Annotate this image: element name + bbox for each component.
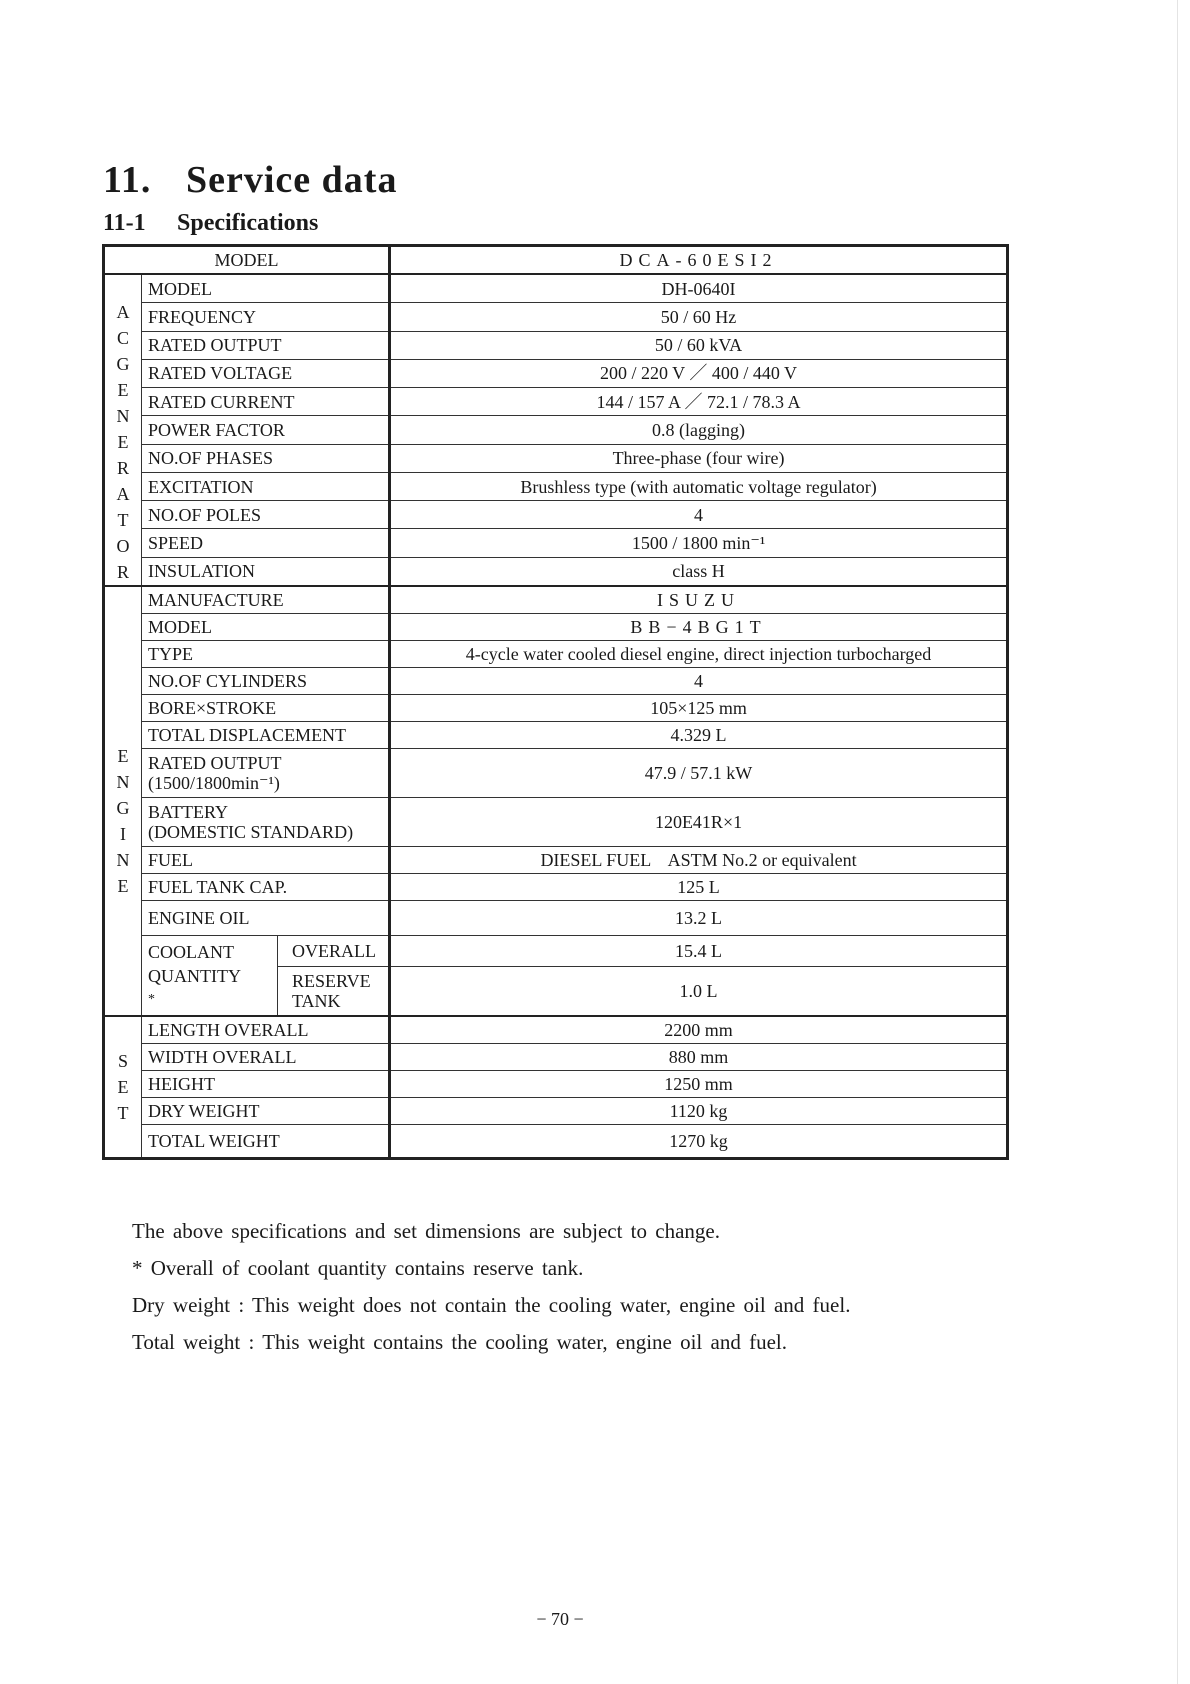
table-row [104,901,1008,936]
spec-value: 1500 / 1800 min⁻¹ [390,529,1008,557]
spec-label: HEIGHT [142,1071,390,1098]
spec-label: FREQUENCY [142,303,390,331]
specifications-table [102,244,1009,1160]
table-row [104,695,1008,722]
spec-label: RATED CURRENT [142,388,390,416]
table-row [104,274,1008,303]
spec-label: NO.OF PHASES [142,444,390,472]
spec-value: 105×125 mm [390,695,1008,722]
subsection-number: 11-1 [103,210,146,236]
spec-value: 50 / 60 Hz [390,303,1008,331]
note-line: Dry weight : This weight does not contain the cooling water, engine oil and fuel. [132,1293,851,1317]
spec-label: TYPE [142,641,390,668]
spec-value: 4 [390,501,1008,529]
table-row [104,722,1008,749]
coolant-footnote-mark: * [148,992,155,1007]
spec-value: 2200 mm [390,1016,1008,1044]
spec-value: DH-0640I [390,274,1008,303]
table-row [104,501,1008,529]
coolant-reserve-label: RESERVE TANK [278,967,390,1017]
spec-label: ENGINE OIL [142,901,390,936]
table-row [104,303,1008,331]
table-row [104,936,1008,967]
spec-value: 4 [390,668,1008,695]
spec-label: EXCITATION [142,472,390,500]
table-row [104,1125,1008,1159]
coolant-reserve-value: 1.0 L [390,967,1008,1017]
coolant-quantity-label: COOLANT QUANTITY * [142,936,278,1017]
generator-group-label: A C G E N E R A T O R [104,274,142,586]
spec-value: BB−4BG1T [390,614,1008,641]
table-row [104,614,1008,641]
table-row [104,847,1008,874]
spec-label: DRY WEIGHT [142,1098,390,1125]
spec-label: TOTAL DISPLACEMENT [142,722,390,749]
table-row [104,388,1008,416]
spec-value: 0.8 (lagging) [390,416,1008,444]
set-group-label: S E T [104,1016,142,1159]
table-row [104,1098,1008,1125]
spec-label: BATTERY [148,802,229,822]
spec-value: ISUZU [390,586,1008,614]
spec-label: RATED VOLTAGE [142,359,390,387]
spec-value: 144 / 157 A ／ 72.1 / 78.3 A [390,388,1008,416]
table-row [104,641,1008,668]
table-row [104,472,1008,500]
spec-label: WIDTH OVERALL [142,1044,390,1071]
spec-value: 200 / 220 V ／ 400 / 440 V [390,359,1008,387]
spec-label: BORE×STROKE [142,695,390,722]
model-header-value: DCA-60ESI2 [390,246,1008,275]
spec-label-line2: (1500/1800min⁻¹) [148,773,280,793]
table-row [104,444,1008,472]
spec-value: 4.329 L [390,722,1008,749]
spec-value: 50 / 60 kVA [390,331,1008,359]
table-row [104,1071,1008,1098]
spec-value: 880 mm [390,1044,1008,1071]
table-row [104,1016,1008,1044]
spec-label: MODEL [142,274,390,303]
spec-label-line2: (DOMESTIC STANDARD) [148,822,354,842]
spec-value: 1250 mm [390,1071,1008,1098]
coolant-overall-label: OVERALL [278,936,390,967]
spec-value: class H [390,557,1008,586]
spec-label: FUEL TANK CAP. [142,874,390,901]
table-row [104,529,1008,557]
spec-value: 120E41R×1 [390,798,1008,847]
spec-value: Brushless type (with automatic voltage regulator) [390,472,1008,500]
table-row [104,749,1008,798]
note-line: Total weight : This weight contains the cooling water, engine oil and fuel. [132,1330,787,1354]
note-line: * Overall of coolant quantity contains reserve tank. [132,1256,584,1280]
spec-label: INSULATION [142,557,390,586]
table-row [104,668,1008,695]
model-header-label: MODEL [104,246,390,275]
section-heading [103,158,397,202]
spec-label-two-line [142,798,390,847]
notes-block [132,1213,1032,1361]
spec-value: 1270 kg [390,1125,1008,1159]
coolant-overall-value: 15.4 L [390,936,1008,967]
section-number: 11. [103,159,152,201]
spec-label: MODEL [142,614,390,641]
spec-value: DIESEL FUEL ASTM No.2 or equivalent [390,847,1008,874]
table-row [104,798,1008,847]
scan-edge-line [1177,0,1178,1684]
spec-label: NO.OF CYLINDERS [142,668,390,695]
spec-label: POWER FACTOR [142,416,390,444]
spec-label-two-line [142,749,390,798]
subsection-heading [103,210,318,237]
spec-value: Three-phase (four wire) [390,444,1008,472]
spec-label: FUEL [142,847,390,874]
spec-value: 1120 kg [390,1098,1008,1125]
table-row [104,874,1008,901]
spec-label: RATED OUTPUT [148,753,282,773]
table-row [104,586,1008,614]
page-number: − 70 − [536,1609,584,1629]
spec-value: 47.9 / 57.1 kW [390,749,1008,798]
spec-label: SPEED [142,529,390,557]
table-row [104,416,1008,444]
table-row [104,359,1008,387]
note-line: The above specifications and set dimensions are subject to change. [132,1219,720,1243]
section-title: Service data [186,159,398,201]
table-row [104,1044,1008,1071]
spec-label: NO.OF POLES [142,501,390,529]
spec-value: 125 L [390,874,1008,901]
table-row [104,557,1008,586]
table-row [104,331,1008,359]
engine-group-label: E N G I N E [104,586,142,1016]
spec-label: MANUFACTURE [142,586,390,614]
spec-label: LENGTH OVERALL [142,1016,390,1044]
subsection-title: Specifications [177,210,319,236]
spec-value: 13.2 L [390,901,1008,936]
spec-label: RATED OUTPUT [142,331,390,359]
table-header-row [104,246,1008,275]
spec-label: TOTAL WEIGHT [142,1125,390,1159]
spec-value: 4-cycle water cooled diesel engine, direct injection turbocharged [390,641,1008,668]
